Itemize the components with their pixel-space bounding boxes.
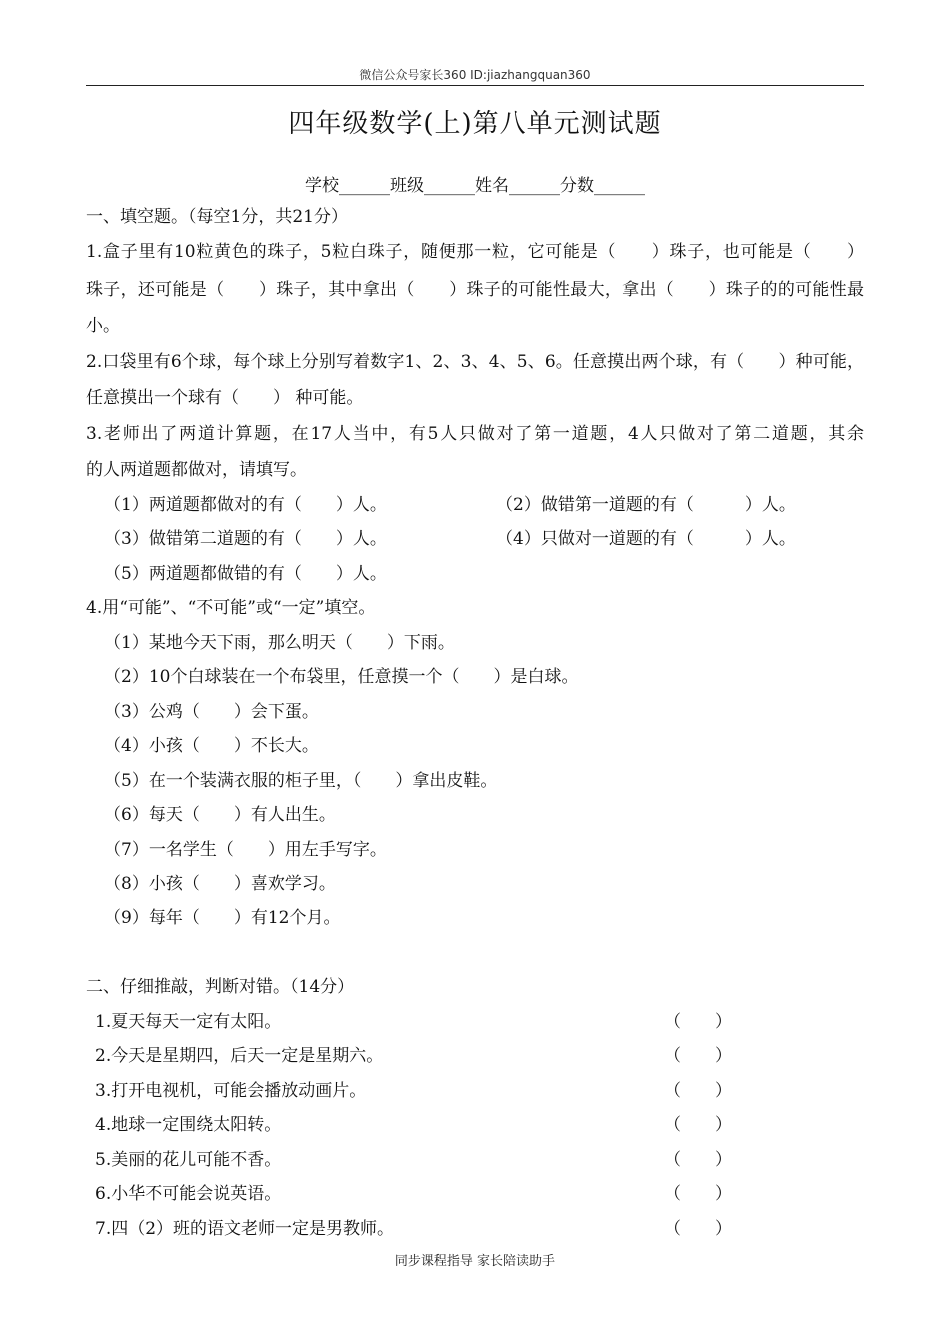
judgment-answer-blank[interactable]: （ ） bbox=[664, 1184, 732, 1204]
question-2-line-2: 任意摸出一个球有（ ） 种可能。 bbox=[86, 388, 364, 408]
student-info-line: 学校______班级______姓名______分数______ bbox=[305, 176, 645, 196]
judgment-item: 1.夏天每天一定有太阳。 bbox=[95, 1012, 282, 1032]
question-4-item: （1）某地今天下雨，那么明天（ ）下雨。 bbox=[104, 633, 455, 653]
question-1-line-1: 1.盒子里有10粒黄色的珠子，5粒白珠子，随便那一粒，它可能是（ ）珠子，也可能是（ ） bbox=[86, 242, 864, 262]
question-3-item: （4）只做对一道题的有（ ）人。 bbox=[496, 529, 796, 549]
page-title: 四年级数学(上)第八单元测试题 bbox=[288, 109, 662, 139]
question-3-line-1: 3.老师出了两道计算题，在17人当中，有5人只做对了第一道题，4人只做对了第二道题，其余 bbox=[86, 424, 864, 444]
judgment-item: 5.美丽的花儿可能不香。 bbox=[95, 1150, 282, 1170]
question-3-item: （3）做错第二道题的有（ ）人。 bbox=[104, 529, 387, 549]
header-divider bbox=[86, 85, 864, 86]
question-4-item: （7）一名学生（ ）用左手写字。 bbox=[104, 840, 387, 860]
question-4-item: （8）小孩（ ）喜欢学习。 bbox=[104, 874, 336, 894]
judgment-item: 7.四（2）班的语文老师一定是男教师。 bbox=[95, 1219, 395, 1239]
judgment-item: 3.打开电视机，可能会播放动画片。 bbox=[95, 1081, 367, 1101]
judgment-answer-blank[interactable]: （ ） bbox=[664, 1150, 732, 1170]
question-2-line-1: 2.口袋里有6个球，每个球上分别写着数字1、2、3、4、5、6。任意摸出两个球，有（ ）种可能， bbox=[86, 352, 864, 372]
judgment-item: 6.小华不可能会说英语。 bbox=[95, 1184, 282, 1204]
judgment-answer-blank[interactable]: （ ） bbox=[664, 1219, 732, 1239]
question-3-item: （2）做错第一道题的有（ ）人。 bbox=[496, 495, 796, 515]
judgment-answer-blank[interactable]: （ ） bbox=[664, 1012, 732, 1032]
judgment-answer-blank[interactable]: （ ） bbox=[664, 1081, 732, 1101]
judgment-item: 4.地球一定围绕太阳转。 bbox=[95, 1115, 282, 1135]
judgment-answer-blank[interactable]: （ ） bbox=[664, 1115, 732, 1135]
section2-heading: 二、仔细推敲，判断对错。（14分） bbox=[86, 977, 355, 997]
question-4-item: （4）小孩（ ）不长大。 bbox=[104, 736, 319, 756]
question-1-line-3: 小。 bbox=[86, 316, 120, 336]
question-3-item: （5）两道题都做错的有（ ）人。 bbox=[104, 564, 387, 584]
judgment-item: 2.今天是星期四，后天一定是星期六。 bbox=[95, 1046, 384, 1066]
question-4-item: （5）在一个装满衣服的柜子里，（ ）拿出皮鞋。 bbox=[104, 771, 498, 791]
question-4-item: （2）10个白球装在一个布袋里，任意摸一个（ ）是白球。 bbox=[104, 667, 579, 687]
question-4-item: （9）每年（ ）有12个月。 bbox=[104, 908, 341, 928]
question-3-item: （1）两道题都做对的有（ ）人。 bbox=[104, 495, 387, 515]
question-4-item: （3）公鸡（ ）会下蛋。 bbox=[104, 702, 319, 722]
judgment-answer-blank[interactable]: （ ） bbox=[664, 1046, 732, 1066]
question-1-line-2: 珠子，还可能是（ ）珠子，其中拿出（ ）珠子的可能性最大，拿出（ ）珠子的的可能性最 bbox=[86, 280, 864, 300]
page-footer: 同步课程指导 家长陪读助手 bbox=[394, 1254, 556, 1269]
question-4-heading: 4.用“可能”、“不可能”或“一定”填空。 bbox=[86, 598, 376, 618]
page-header: 微信公众号家长360 ID:jiazhangquan360 bbox=[359, 68, 591, 82]
section1-heading: 一、填空题。（每空1分，共21分） bbox=[86, 207, 348, 227]
question-3-line-2: 的人两道题都做对，请填写。 bbox=[86, 460, 307, 480]
question-4-item: （6）每天（ ）有人出生。 bbox=[104, 805, 336, 825]
